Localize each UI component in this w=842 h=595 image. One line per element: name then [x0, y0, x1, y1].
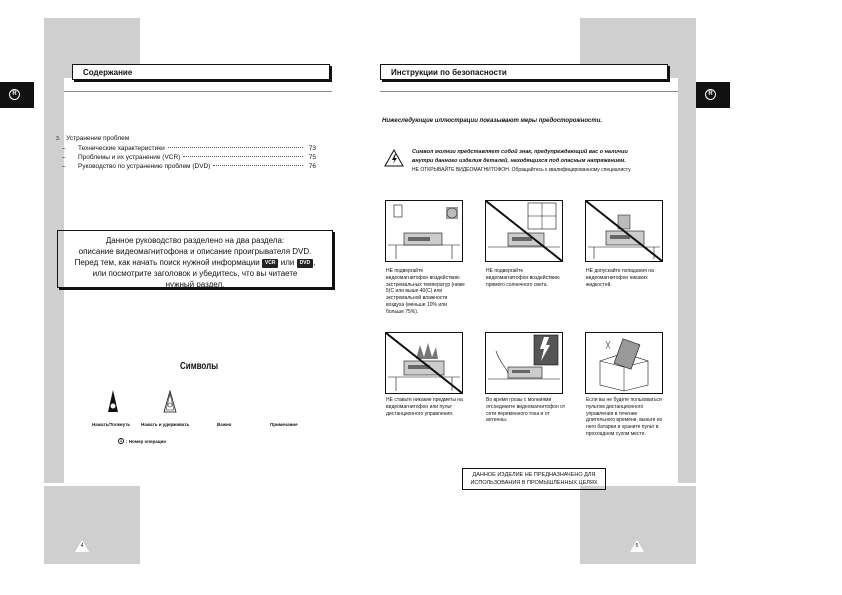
notice-text: или [280, 258, 295, 267]
caption-liquids: НЕ допускайте попадания на видеомагнитофон никаких жидкостей. [586, 268, 654, 288]
toc-item-label: Проблемы и их устранение (VCR) [78, 154, 181, 161]
caption-remote: Если вы не будете пользоваться пультом дистанционного управления в течение длительного времени, выньте из него батареи и храните пульт в прохладном сухом месте. [586, 397, 662, 437]
illustration-liquids [585, 200, 663, 262]
toc-item-label: Руководство по устранению проблем (DVD) [78, 163, 211, 170]
industrial-use-notice [462, 468, 606, 490]
illustration-sunlight [485, 200, 563, 262]
toc-item-page: 73 [308, 145, 316, 152]
caption-objects: НЕ ставьте никакие предметы на видеомагнитофон или пульт дистанционного управления. [386, 397, 463, 417]
illustration-temperature [385, 200, 463, 262]
toc-item-label: Технические характеристики [78, 145, 165, 152]
industrial-notice-line: ДАННОЕ ИЗДЕЛИЕ НЕ ПРЕДНАЗНАЧЕНО ДЛЯ [472, 472, 596, 478]
warning-line: НЕ ОТКРЫВАЙТЕ ВИДЕОМАГНИТОФОН. Обращайтесь к квалифицированному специалисту. [412, 167, 632, 173]
toc-bullet: – [62, 146, 66, 152]
notice-text: Перед тем, как начать поиск нужной информации [74, 258, 260, 267]
safety-header: Инструкции по безопасности [380, 64, 668, 80]
symbol-label-important: Важно [217, 422, 232, 427]
language-badge-right [696, 82, 730, 108]
caption-sunlight: НЕ подвергайте видеомагнитофон воздействию прямого солнечного света. [486, 268, 560, 288]
symbols-title: Символы [180, 361, 219, 372]
illustration-remote [585, 332, 663, 394]
illustration-storm [485, 332, 563, 394]
toc-bullet: – [62, 164, 66, 170]
warning-line: Символ молнии представляет собой знак, предупреждающий вас о наличии [412, 149, 628, 155]
caption-temperature: НЕ подвергайте видеомагнитофон воздействию экстремальных температур (ниже 5(С или выше 40(С) или экстремальной влажности воздуха (меньше 10% или больше 75%). [386, 268, 465, 315]
toc-leader [213, 165, 303, 166]
left-bottom-tab [44, 486, 140, 564]
toc-item-page: 75 [308, 154, 316, 161]
toc-row[interactable] [56, 154, 316, 163]
toc-section-number: 3. [56, 136, 61, 142]
right-body-tab [678, 78, 696, 483]
notice-line: Данное руководство разделено на два раздела: [105, 236, 285, 245]
operation-number-icon: 1 [119, 438, 123, 443]
page-number-right: 5 [635, 543, 639, 549]
lightning-warning-icon [384, 149, 404, 167]
toc-leader [183, 156, 303, 157]
caption-storm: Во время грозы с молниями отсоедините видеомагнитофон от сети переменного тока и от антенны. [486, 397, 566, 424]
symbol-label-press: Нажать/Толкнуть [92, 422, 131, 427]
vcr-badge: VCR [262, 259, 279, 268]
notice-line: или посмотрите заголовок и убедитесь, что вы читаете [92, 269, 298, 278]
right-bottom-tab [580, 486, 696, 564]
notice-line: нужный раздел. [165, 280, 225, 289]
toc-bullet: – [62, 155, 66, 161]
manual-sections-notice [57, 230, 333, 288]
toc-section-label[interactable]: Устранение проблем [66, 135, 130, 142]
press-push-icon [107, 390, 119, 414]
table-of-contents [56, 135, 316, 172]
toc-section-title [56, 135, 316, 142]
toc-leader [168, 147, 303, 148]
operation-number-legend [118, 438, 166, 444]
industrial-notice-line: ИСПОЛЬЗОВАНИЯ В ПРОМЫШЛЕННЫХ ЦЕЛЯХ [470, 480, 598, 486]
symbol-label-note: Примечание [270, 422, 298, 427]
toc-item-page: 76 [308, 163, 316, 170]
language-badge-letter: R [705, 89, 716, 100]
illustration-objects [385, 332, 463, 394]
contents-header: Содержание [72, 64, 330, 80]
notice-line: описание видеомагнитофона и описание проигрывателя DVD. [78, 247, 312, 256]
warning-line: внутри данного изделия деталей, находящихся под опасным напряжением. [412, 158, 626, 164]
language-badge-letter: R [9, 89, 20, 100]
safety-header-rule [380, 91, 678, 92]
language-badge-left [0, 82, 34, 108]
dvd-badge: DVD [297, 259, 314, 268]
operation-number-label: : Номер операции [126, 438, 167, 444]
safety-intro: Нижеследующие иллюстрации показывают меры предосторожности. [382, 118, 603, 124]
contents-header-rule [64, 91, 332, 92]
notice-line [58, 257, 332, 268]
page-number-left: 4 [80, 543, 84, 549]
symbol-label-hold: Нажать и удерживать [141, 422, 190, 427]
toc-row[interactable] [56, 145, 316, 154]
lightning-warning-text [412, 148, 672, 175]
notice-text: , [313, 258, 316, 267]
toc-row[interactable] [56, 163, 316, 172]
press-hold-icon [163, 390, 177, 414]
